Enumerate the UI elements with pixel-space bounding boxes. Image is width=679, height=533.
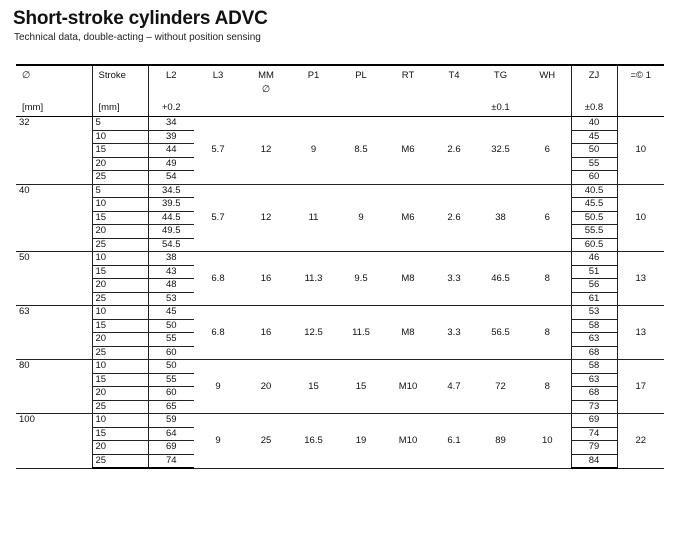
stroke-cell: 25 xyxy=(92,171,148,185)
column-label: P1 xyxy=(307,70,320,81)
rt-cell: M6 xyxy=(385,184,431,252)
l2-cell: 48 xyxy=(148,279,194,293)
stroke-cell: 25 xyxy=(92,454,148,468)
tg-cell: 46.5 xyxy=(477,252,524,306)
p1-cell: 11 xyxy=(290,184,337,252)
mm-cell: 20 xyxy=(242,360,290,414)
rt-cell: M10 xyxy=(385,414,431,469)
column-header-wh xyxy=(524,65,571,117)
stroke-cell: 20 xyxy=(92,225,148,239)
stroke-cell: 15 xyxy=(92,427,148,441)
stroke-cell: 25 xyxy=(92,400,148,414)
table-row xyxy=(16,360,664,374)
p1-cell: 11.3 xyxy=(290,252,337,306)
rt-cell: M8 xyxy=(385,306,431,360)
column-unit: ±0.1 xyxy=(491,102,510,113)
t4-cell: 4.7 xyxy=(431,360,477,414)
column-label: RT xyxy=(401,70,415,81)
table-body xyxy=(16,117,664,469)
mm-cell: 12 xyxy=(242,117,290,185)
zj-cell: 46 xyxy=(571,252,617,266)
l2-cell: 49 xyxy=(148,157,194,171)
stroke-cell: 15 xyxy=(92,211,148,225)
table-row xyxy=(16,184,664,198)
stroke-cell: 20 xyxy=(92,157,148,171)
column-label: TG xyxy=(493,70,508,81)
p1-cell: 9 xyxy=(290,117,337,185)
stroke-cell: 10 xyxy=(92,414,148,428)
column-label: MM xyxy=(258,70,274,81)
l2-cell: 38 xyxy=(148,252,194,266)
stroke-cell: 15 xyxy=(92,144,148,158)
column-header-l2 xyxy=(148,65,194,117)
wh-cell: 6 xyxy=(524,184,571,252)
l2-cell: 54 xyxy=(148,171,194,185)
diameter-cell: 50 xyxy=(16,252,92,306)
key-cell: 10 xyxy=(617,117,664,185)
tg-cell: 32.5 xyxy=(477,117,524,185)
zj-cell: 55.5 xyxy=(571,225,617,239)
stroke-cell: 20 xyxy=(92,279,148,293)
tg-cell: 72 xyxy=(477,360,524,414)
key-cell: 17 xyxy=(617,360,664,414)
l2-cell: 60 xyxy=(148,346,194,360)
mm-cell: 16 xyxy=(242,252,290,306)
t4-cell: 3.3 xyxy=(431,306,477,360)
diameter-cell: 63 xyxy=(16,306,92,360)
l3-cell: 9 xyxy=(194,360,242,414)
l2-cell: 49.5 xyxy=(148,225,194,239)
zj-cell: 40 xyxy=(571,117,617,131)
zj-cell: 55 xyxy=(571,157,617,171)
l2-cell: 55 xyxy=(148,333,194,347)
l2-cell: 44 xyxy=(148,144,194,158)
t4-cell: 3.3 xyxy=(431,252,477,306)
page-title: Short-stroke cylinders ADVC xyxy=(13,8,268,29)
l2-cell: 54.5 xyxy=(148,238,194,252)
l2-cell: 55 xyxy=(148,373,194,387)
stroke-cell: 5 xyxy=(92,184,148,198)
column-header-p1 xyxy=(290,65,337,117)
column-header-stroke xyxy=(92,65,148,117)
stroke-cell: 25 xyxy=(92,238,148,252)
column-unit: [mm] xyxy=(22,102,44,113)
tg-cell: 89 xyxy=(477,414,524,469)
key-cell: 13 xyxy=(617,306,664,360)
diameter-cell: 32 xyxy=(16,117,92,185)
stroke-cell: 10 xyxy=(92,198,148,212)
l3-cell: 5.7 xyxy=(194,117,242,185)
column-header-mm xyxy=(242,65,290,117)
p1-cell: 16.5 xyxy=(290,414,337,469)
header-row xyxy=(16,65,664,117)
stroke-cell: 10 xyxy=(92,252,148,266)
diameter-cell: 100 xyxy=(16,414,92,469)
tg-cell: 38 xyxy=(477,184,524,252)
column-header-key xyxy=(617,65,664,117)
zj-cell: 45.5 xyxy=(571,198,617,212)
zj-cell: 56 xyxy=(571,279,617,293)
pl-cell: 9 xyxy=(337,184,385,252)
l2-cell: 65 xyxy=(148,400,194,414)
mm-cell: 25 xyxy=(242,414,290,469)
stroke-cell: 25 xyxy=(92,292,148,306)
rt-cell: M6 xyxy=(385,117,431,185)
p1-cell: 12.5 xyxy=(290,306,337,360)
zj-cell: 60 xyxy=(571,171,617,185)
stroke-cell: 15 xyxy=(92,373,148,387)
technical-data-table xyxy=(16,64,664,469)
zj-cell: 68 xyxy=(571,387,617,401)
column-label: ∅ xyxy=(22,70,31,81)
zj-cell: 68 xyxy=(571,346,617,360)
zj-cell: 84 xyxy=(571,454,617,468)
zj-cell: 53 xyxy=(571,306,617,320)
p1-cell: 15 xyxy=(290,360,337,414)
zj-cell: 60.5 xyxy=(571,238,617,252)
t4-cell: 2.6 xyxy=(431,117,477,185)
key-cell: 13 xyxy=(617,252,664,306)
column-label: PL xyxy=(355,70,367,81)
mm-cell: 12 xyxy=(242,184,290,252)
l2-cell: 34 xyxy=(148,117,194,131)
table-row xyxy=(16,414,664,428)
l3-cell: 6.8 xyxy=(194,252,242,306)
zj-cell: 73 xyxy=(571,400,617,414)
column-label: L3 xyxy=(212,70,224,81)
column-header-zj xyxy=(571,65,617,117)
l2-cell: 50 xyxy=(148,319,194,333)
stroke-cell: 15 xyxy=(92,319,148,333)
l2-cell: 60 xyxy=(148,387,194,401)
diameter-cell: 80 xyxy=(16,360,92,414)
stroke-cell: 10 xyxy=(92,360,148,374)
mm-cell: 16 xyxy=(242,306,290,360)
pl-cell: 8.5 xyxy=(337,117,385,185)
l2-cell: 44.5 xyxy=(148,211,194,225)
stroke-cell: 20 xyxy=(92,441,148,455)
wh-cell: 8 xyxy=(524,252,571,306)
zj-cell: 51 xyxy=(571,265,617,279)
column-header-t4 xyxy=(431,65,477,117)
column-header-diameter xyxy=(16,65,92,117)
t4-cell: 2.6 xyxy=(431,184,477,252)
wh-cell: 10 xyxy=(524,414,571,469)
l2-cell: 34.5 xyxy=(148,184,194,198)
table-row xyxy=(16,306,664,320)
stroke-cell: 15 xyxy=(92,265,148,279)
stroke-cell: 10 xyxy=(92,130,148,144)
rt-cell: M8 xyxy=(385,252,431,306)
wh-cell: 6 xyxy=(524,117,571,185)
zj-cell: 74 xyxy=(571,427,617,441)
page-subtitle: Technical data, double-acting – without position sensing xyxy=(14,32,261,43)
column-header-rt xyxy=(385,65,431,117)
zj-cell: 58 xyxy=(571,319,617,333)
zj-cell: 40.5 xyxy=(571,184,617,198)
zj-cell: 61 xyxy=(571,292,617,306)
column-label-secondary: ∅ xyxy=(261,84,271,95)
column-label: T4 xyxy=(448,70,460,81)
l2-cell: 69 xyxy=(148,441,194,455)
l2-cell: 39.5 xyxy=(148,198,194,212)
stroke-cell: 20 xyxy=(92,387,148,401)
column-unit: +0.2 xyxy=(161,102,181,113)
t4-cell: 6.1 xyxy=(431,414,477,469)
column-label: ZJ xyxy=(588,70,600,81)
pl-cell: 9.5 xyxy=(337,252,385,306)
stroke-cell: 5 xyxy=(92,117,148,131)
column-unit: ±0.8 xyxy=(584,102,604,113)
zj-cell: 45 xyxy=(571,130,617,144)
l2-cell: 39 xyxy=(148,130,194,144)
pl-cell: 11.5 xyxy=(337,306,385,360)
zj-cell: 63 xyxy=(571,373,617,387)
column-label: Stroke xyxy=(98,70,126,81)
wh-cell: 8 xyxy=(524,360,571,414)
l2-cell: 74 xyxy=(148,454,194,468)
table-row xyxy=(16,252,664,266)
column-header-pl xyxy=(337,65,385,117)
l3-cell: 6.8 xyxy=(194,306,242,360)
zj-cell: 69 xyxy=(571,414,617,428)
tg-cell: 56.5 xyxy=(477,306,524,360)
l3-cell: 5.7 xyxy=(194,184,242,252)
stroke-cell: 25 xyxy=(92,346,148,360)
diameter-cell: 40 xyxy=(16,184,92,252)
l2-cell: 45 xyxy=(148,306,194,320)
zj-cell: 63 xyxy=(571,333,617,347)
key-cell: 10 xyxy=(617,184,664,252)
pl-cell: 15 xyxy=(337,360,385,414)
rt-cell: M10 xyxy=(385,360,431,414)
stroke-cell: 20 xyxy=(92,333,148,347)
wh-cell: 8 xyxy=(524,306,571,360)
column-unit: [mm] xyxy=(98,102,120,113)
l3-cell: 9 xyxy=(194,414,242,469)
pl-cell: 19 xyxy=(337,414,385,469)
table-row xyxy=(16,117,664,131)
l2-cell: 59 xyxy=(148,414,194,428)
column-label: =© 1 xyxy=(630,70,651,81)
l2-cell: 43 xyxy=(148,265,194,279)
stroke-cell: 10 xyxy=(92,306,148,320)
key-cell: 22 xyxy=(617,414,664,469)
l2-cell: 50 xyxy=(148,360,194,374)
zj-cell: 58 xyxy=(571,360,617,374)
zj-cell: 50.5 xyxy=(571,211,617,225)
l2-cell: 64 xyxy=(148,427,194,441)
zj-cell: 50 xyxy=(571,144,617,158)
column-label: L2 xyxy=(165,70,177,81)
zj-cell: 79 xyxy=(571,441,617,455)
column-label: WH xyxy=(539,70,556,81)
column-header-l3 xyxy=(194,65,242,117)
l2-cell: 53 xyxy=(148,292,194,306)
column-header-tg xyxy=(477,65,524,117)
